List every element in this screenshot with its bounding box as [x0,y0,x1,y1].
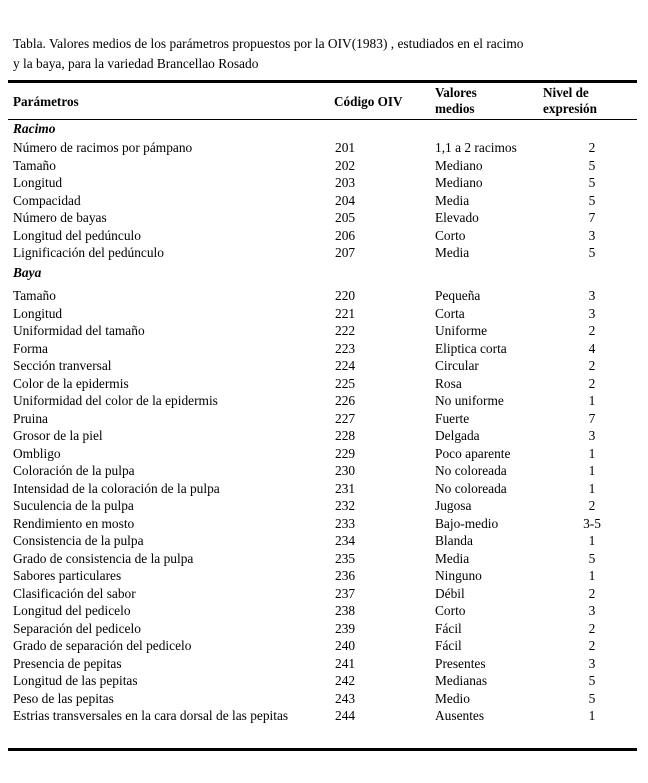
header-mean-values [435,85,477,117]
parameter-cell: Sabores particulares [13,568,122,583]
header-expression-level-line-2: expresión [543,101,597,116]
oiv-code-cell: 231 [335,480,356,496]
parameter-cell: Uniformidad del color de la epidermis [13,393,218,408]
mean-value-cell: Mediano [435,175,483,190]
table-row [0,139,648,156]
oiv-code-cell: 221 [335,305,356,321]
table-row [0,585,648,602]
oiv-code-cell: 234 [335,533,356,548]
table-row [0,157,648,174]
mean-value-cell: Fuerte [435,410,470,426]
table-row [0,515,648,532]
mean-value-cell: Ninguno [435,568,482,583]
header-rule [8,119,637,120]
table-row [0,550,648,567]
table-row [0,174,648,191]
mean-value-cell: Circular [435,358,479,373]
oiv-code-cell: 243 [335,690,356,706]
expression-level-cell: 7 [588,410,596,426]
expression-level-cell: 2 [588,323,596,338]
table-row [0,690,648,707]
oiv-code-cell: 227 [335,410,356,426]
parameter-cell: Rendimiento en mosto [13,515,135,531]
expression-level-cell: 2 [588,358,596,373]
parameter-cell: Coloración de la pulpa [13,463,135,478]
mean-value-cell: Delgada [435,428,480,443]
mean-value-cell: Débil [435,585,465,601]
table-row [0,322,648,339]
table-row [0,209,648,226]
oiv-code-cell: 203 [335,175,356,190]
oiv-code-cell: 207 [335,245,356,260]
expression-level-cell: 1 [588,393,596,408]
parameter-cell: Longitud del pedicelo [13,603,131,618]
mean-value-cell: Poco aparente [435,445,511,461]
expression-level-cell: 2 [588,620,596,636]
top-rule [8,80,637,83]
parameter-cell: Sección tranversal [13,358,112,373]
mean-value-cell: Mediano [435,157,483,173]
parameter-cell: Longitud de las pepitas [13,673,138,688]
expression-level-cell: 2 [588,375,596,391]
oiv-code-cell: 240 [335,638,356,653]
parameter-cell: Estrias transversales en la cara dorsal de las pepitas [13,708,289,723]
parameter-cell: Longitud [13,305,63,321]
oiv-code-cell: 226 [335,393,356,408]
expression-level-cell: 3-5 [583,515,601,531]
table-row [0,410,648,427]
mean-value-cell: Corta [435,305,465,321]
header-parameters: Parámetros [13,94,79,109]
table-row [0,602,648,619]
table-row [0,244,648,261]
header-mean-values-line-2: medios [435,101,475,116]
table-row [0,672,648,689]
table-caption [13,34,613,74]
oiv-code-cell: 241 [335,655,356,671]
oiv-code-cell: 237 [335,585,356,601]
oiv-code-cell: 230 [335,463,356,478]
oiv-code-cell: 201 [335,140,356,155]
parameter-cell: Clasificación del sabor [13,585,136,601]
mean-value-cell: Corto [435,227,466,243]
parameter-cell: Intensidad de la coloración de la pulpa [13,480,220,496]
expression-level-cell: 5 [588,157,596,173]
expression-level-cell: 5 [588,673,596,688]
section-baya: Baya [13,265,42,280]
caption-line-1: Tabla. Valores medios de los parámetros propuestos por la OIV(1983) , estudiados en el racimo [13,36,524,51]
oiv-code-cell: 220 [335,288,356,303]
table-row [0,480,648,497]
parameter-cell: Uniformidad del tamaño [13,323,145,338]
oiv-code-cell: 244 [335,708,356,723]
parameter-cell: Peso de las pepitas [13,690,114,706]
table-row [0,305,648,322]
table-row [0,567,648,584]
mean-value-cell: Uniforme [435,323,488,338]
expression-level-cell: 3 [588,305,596,321]
expression-level-cell: 3 [588,655,596,671]
mean-value-cell: Medianas [435,673,488,688]
mean-value-cell: Presentes [435,655,486,671]
parameter-cell: Forma [13,340,48,356]
expression-level-cell: 1 [588,533,596,548]
parameter-cell: Ombligo [13,445,61,461]
header-mean-values-line-1: Valores [435,85,477,100]
expression-level-cell: 5 [588,192,596,208]
oiv-code-cell: 233 [335,515,356,531]
expression-level-cell: 1 [588,463,596,478]
oiv-code-cell: 224 [335,358,356,373]
oiv-code-cell: 223 [335,340,356,356]
table-row [0,340,648,357]
table-row [0,707,648,741]
parameter-cell: Tamaño [13,288,56,303]
parameter-cell: Lignificación del pedúnculo [13,245,164,260]
header-oiv-code: Código OIV [334,94,403,109]
table-row [0,357,648,374]
oiv-code-cell: 229 [335,445,356,461]
mean-value-cell: Blanda [435,533,473,548]
expression-level-cell: 2 [588,498,596,513]
parameter-cell: Separación del pedicelo [13,620,141,636]
parameter-cell: Pruina [13,410,48,426]
mean-value-cell: Media [435,192,470,208]
expression-level-cell: 2 [588,638,596,653]
table-row [0,532,648,549]
parameter-cell: Tamaño [13,157,56,173]
oiv-code-cell: 235 [335,550,356,566]
parameter-cell: Color de la epidermis [13,375,129,391]
oiv-code-cell: 242 [335,673,356,688]
table-row [0,445,648,462]
oiv-code-cell: 228 [335,428,356,443]
expression-level-cell: 1 [588,568,596,583]
table-row [0,497,648,514]
expression-level-cell: 3 [588,603,596,618]
bottom-rule [8,748,637,751]
oiv-code-cell: 238 [335,603,356,618]
table-row [0,287,648,304]
mean-value-cell: No uniforme [435,393,504,408]
table-row [0,462,648,479]
mean-value-cell: No coloreada [435,463,507,478]
table-row [0,392,648,409]
expression-level-cell: 2 [588,140,596,155]
expression-level-cell: 7 [588,210,596,225]
table-row [0,427,648,444]
expression-level-cell: 1 [588,445,596,461]
expression-level-cell: 5 [588,550,596,566]
expression-level-cell: 3 [588,428,596,443]
header-expression-level [543,85,597,117]
expression-level-cell: 4 [588,340,596,356]
mean-value-cell: Medio [435,690,470,706]
parameter-cell: Grado de consistencia de la pulpa [13,550,194,566]
caption-line-2: y la baya, para la variedad Brancellao Rosado [13,56,259,71]
mean-value-cell: Fácil [435,638,462,653]
expression-level-cell: 1 [588,480,596,496]
mean-value-cell: Pequeña [435,288,481,303]
header-expression-level-line-1: Nivel de [543,85,589,100]
mean-value-cell: Eliptica corta [435,340,507,356]
parameter-cell: Grado de separación del pedicelo [13,638,192,653]
expression-level-cell: 1 [588,708,596,723]
mean-value-cell: No coloreada [435,480,507,496]
mean-value-cell: Ausentes [435,708,485,723]
mean-value-cell: Rosa [435,375,462,391]
mean-value-cell: Bajo-medio [435,515,499,531]
mean-value-cell: Jugosa [435,498,472,513]
section-racimo: Racimo [13,121,56,136]
oiv-code-cell: 202 [335,157,356,173]
table-row [0,227,648,244]
table-row [0,637,648,654]
parameter-cell: Número de racimos por pámpano [13,140,193,155]
oiv-code-cell: 206 [335,227,356,243]
parameter-cell: Compacidad [13,192,81,208]
mean-value-cell: Corto [435,603,466,618]
expression-level-cell: 2 [588,585,596,601]
parameter-cell: Longitud [13,175,63,190]
expression-level-cell: 5 [588,175,596,190]
mean-value-cell: Media [435,245,470,260]
oiv-code-cell: 222 [335,323,356,338]
table-row [0,375,648,392]
parameter-cell: Número de bayas [13,210,107,225]
parameter-cell: Consistencia de la pulpa [13,533,144,548]
parameter-cell: Suculencia de la pulpa [13,498,134,513]
table-row [0,655,648,672]
oiv-code-cell: 239 [335,620,356,636]
mean-value-cell: Elevado [435,210,479,225]
expression-level-cell: 5 [588,245,596,260]
parameter-cell: Presencia de pepitas [13,655,122,671]
table-row [0,192,648,209]
parameter-cell: Grosor de la piel [13,428,103,443]
mean-value-cell: Media [435,550,470,566]
expression-level-cell: 3 [588,227,596,243]
oiv-code-cell: 232 [335,498,356,513]
oiv-code-cell: 204 [335,192,356,208]
mean-value-cell: 1,1 a 2 racimos [435,140,517,155]
oiv-code-cell: 236 [335,568,356,583]
table-row [0,620,648,637]
parameter-cell: Longitud del pedúnculo [13,227,141,243]
mean-value-cell: Fácil [435,620,462,636]
expression-level-cell: 5 [588,690,596,706]
oiv-code-cell: 225 [335,375,356,391]
expression-level-cell: 3 [588,288,596,303]
oiv-code-cell: 205 [335,210,356,225]
